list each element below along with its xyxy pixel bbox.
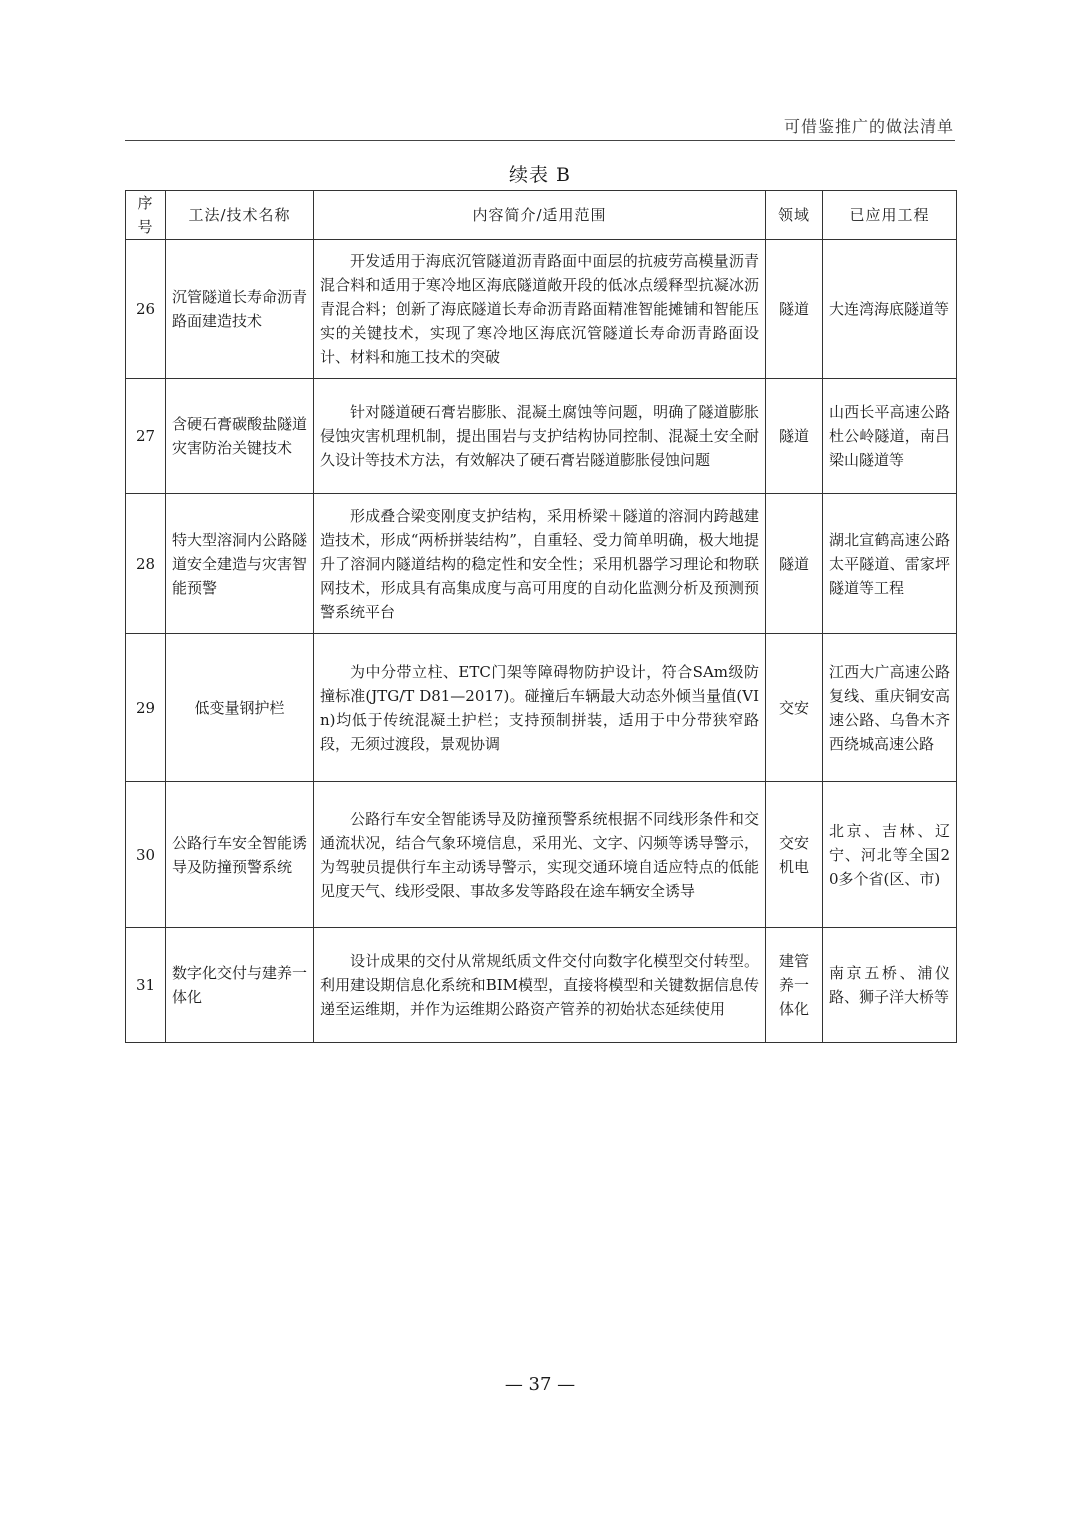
row-description: 形成叠合梁变刚度支护结构，采用桥梁＋隧道的溶洞内跨越建造技术，形成“两桥拼装结构”，自重轻、受力简单明确，极大地提升了溶洞内隧道结构的稳定性和安全性；采用机器学习理论和物联网技术，形成具有高集成度与高可用度的自动化监测分析及预测预警系统平台 [314, 494, 766, 634]
row-field: 交安 [766, 634, 823, 782]
row-field: 隧道 [766, 240, 823, 379]
row-field: 建管养一体化 [766, 928, 823, 1043]
row-projects: 南京五桥、浦仪路、狮子洋大桥等 [823, 928, 957, 1043]
row-seq: 30 [126, 782, 166, 928]
table-caption: 续表 B [508, 164, 571, 186]
row-field: 隧道 [766, 494, 823, 634]
column-header-projects: 已应用工程 [823, 191, 957, 240]
row-seq: 26 [126, 240, 166, 379]
table-row [126, 240, 957, 379]
row-description: 设计成果的交付从常规纸质文件交付向数字化模型交付转型。利用建设期信息化系统和BIM模型，直接将模型和关键数据信息传递至运维期，并作为运维期公路资产管养的初始状态延续使用 [314, 928, 766, 1043]
column-header-name: 工法/技术名称 [166, 191, 314, 240]
row-name: 含硬石膏碳酸盐隧道灾害防治关键技术 [166, 379, 314, 494]
column-header-seq: 序号 [126, 191, 166, 240]
row-projects: 湖北宣鹤高速公路太平隧道、雷家坪隧道等工程 [823, 494, 957, 634]
column-header-description: 内容简介/适用范围 [314, 191, 766, 240]
row-projects: 山西长平高速公路杜公岭隧道，南吕梁山隧道等 [823, 379, 957, 494]
table-row [126, 379, 957, 494]
row-field: 交安机电 [766, 782, 823, 928]
row-seq: 28 [126, 494, 166, 634]
page-number: — 37 — [504, 1374, 576, 1395]
row-field: 隧道 [766, 379, 823, 494]
table-row [126, 928, 957, 1043]
row-name: 低变量钢护栏 [166, 634, 314, 782]
row-name: 沉管隧道长寿命沥青路面建造技术 [166, 240, 314, 379]
row-projects: 大连湾海底隧道等 [823, 240, 957, 379]
table-row [126, 782, 957, 928]
row-seq: 29 [126, 634, 166, 782]
row-projects: 江西大广高速公路复线、重庆铜安高速公路、乌鲁木齐西绕城高速公路 [823, 634, 957, 782]
table-header-row [126, 191, 957, 240]
row-name: 特大型溶洞内公路隧道安全建造与灾害智能预警 [166, 494, 314, 634]
running-header-title: 可借鉴推广的做法清单 [783, 117, 954, 136]
column-header-field: 领域 [766, 191, 823, 240]
row-description: 为中分带立柱、ETC门架等障碍物防护设计，符合SAm级防撞标准(JTG/T D81—2017)。碰撞后车辆最大动态外倾当量值(VIn)均低于传统混凝土护栏；支持预制拼装，适用于中分带狭窄路段，无须过渡段，景观协调 [314, 634, 766, 782]
row-description: 公路行车安全智能诱导及防撞预警系统根据不同线形条件和交通流状况，结合气象环境信息，采用光、文字、闪频等诱导警示，为驾驶员提供行车主动诱导警示，实现交通环境自适应特点的低能见度天气、线形受限、事故多发等路段在途车辆安全诱导 [314, 782, 766, 928]
row-name: 公路行车安全智能诱导及防撞预警系统 [166, 782, 314, 928]
header-rule [125, 140, 955, 141]
row-seq: 31 [126, 928, 166, 1043]
table-row [126, 634, 957, 782]
row-projects: 北京、吉林、辽宁、河北等全国20多个省(区、市) [823, 782, 957, 928]
row-description: 开发适用于海底沉管隧道沥青路面中面层的抗疲劳高模量沥青混合料和适用于寒冷地区海底隧道敞开段的低冰点缓释型抗凝冰沥青混合料；创新了海底隧道长寿命沥青路面精准智能摊铺和智能压实的关键技术，实现了寒冷地区海底沉管隧道长寿命沥青路面设计、材料和施工技术的突破 [314, 240, 766, 379]
table-row [126, 494, 957, 634]
row-description: 针对隧道硬石膏岩膨胀、混凝土腐蚀等问题，明确了隧道膨胀侵蚀灾害机理机制，提出围岩与支护结构协同控制、混凝土安全耐久设计等技术方法，有效解决了硬石膏岩隧道膨胀侵蚀问题 [314, 379, 766, 494]
technology-table [125, 190, 957, 1043]
row-seq: 27 [126, 379, 166, 494]
row-name: 数字化交付与建养一体化 [166, 928, 314, 1043]
